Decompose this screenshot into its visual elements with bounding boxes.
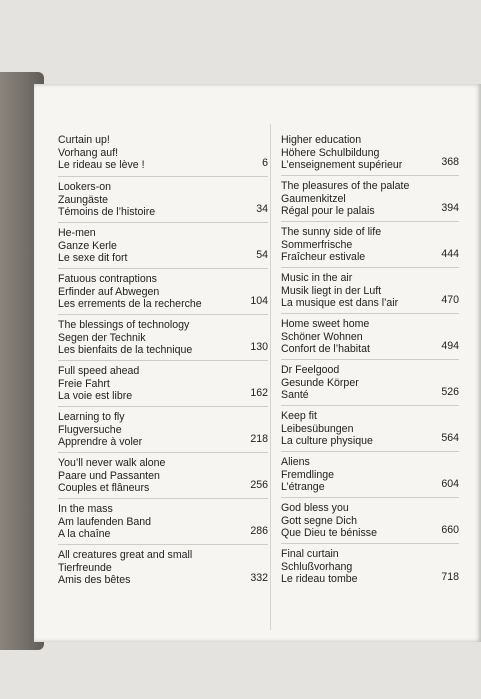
- title-english: The pleasures of the palate: [281, 180, 410, 192]
- title-english: Lookers-on: [58, 181, 111, 193]
- title-german: Freie Fahrt: [58, 377, 110, 390]
- title-english: Aliens: [281, 456, 310, 468]
- title-french: Les bienfaits de la technique: [58, 344, 193, 356]
- title-english: Fatuous contraptions: [58, 273, 157, 285]
- title-german: Leibesübungen: [281, 422, 354, 435]
- title-french: Santé: [281, 389, 309, 401]
- toc-entry: [58, 407, 268, 453]
- toc-entry: [281, 498, 459, 544]
- title-german: Schlußvorhang: [281, 560, 353, 573]
- toc-entry: [58, 499, 268, 545]
- title-french: Que Dieu te bénisse: [281, 527, 377, 539]
- table-of-contents-page: [34, 84, 481, 642]
- title-german: Erfinder auf Abwegen: [58, 285, 160, 298]
- page-number: 130: [250, 341, 268, 353]
- title-english: Full speed ahead: [58, 365, 140, 377]
- title-french: Régal pour le palais: [281, 205, 375, 217]
- title-german: Tierfreunde: [58, 561, 112, 574]
- toc-entry: [281, 130, 459, 176]
- title-german: Höhere Schulbildung: [281, 146, 380, 159]
- title-german: Segen der Technik: [58, 331, 146, 344]
- page-number: 564: [441, 432, 459, 444]
- title-french: Couples et flâneurs: [58, 482, 150, 494]
- page-number: 286: [250, 525, 268, 537]
- title-german: Fremdlinge: [281, 468, 334, 481]
- title-french: Le rideau se lève !: [58, 159, 145, 171]
- title-german: Musik liegt in der Luft: [281, 284, 382, 297]
- title-english: In the mass: [58, 503, 113, 515]
- page-number: 6: [262, 157, 268, 169]
- page-number: 104: [250, 295, 268, 307]
- toc-entry: [281, 222, 459, 268]
- title-french: Le sexe dit fort: [58, 252, 128, 264]
- page-number: 368: [441, 156, 459, 168]
- title-french: Les errements de la recherche: [58, 298, 202, 310]
- title-french: La culture physique: [281, 435, 373, 447]
- title-french: Amis des bêtes: [58, 574, 131, 586]
- title-german: Sommerfrische: [281, 238, 353, 251]
- toc-entry: [281, 360, 459, 406]
- title-french: Apprendre à voler: [58, 436, 143, 448]
- title-english: The blessings of technology: [58, 319, 190, 331]
- page-number: 332: [250, 572, 268, 584]
- page-number: 394: [441, 202, 459, 214]
- title-english: All creatures great and small: [58, 549, 193, 561]
- title-german: Gesunde Körper: [281, 376, 359, 389]
- title-english: Final curtain: [281, 548, 339, 560]
- toc-entry: [281, 452, 459, 498]
- toc-column-right: [281, 130, 459, 590]
- page-number: 34: [256, 203, 268, 215]
- title-english: Learning to fly: [58, 411, 125, 423]
- page-number: 660: [441, 524, 459, 536]
- toc-entry: [58, 130, 268, 177]
- page-number: 470: [441, 294, 459, 306]
- toc-entry: [58, 453, 268, 499]
- page-number: 162: [250, 387, 268, 399]
- title-german: Flugversuche: [58, 423, 122, 436]
- toc-entry: [58, 223, 268, 269]
- toc-entry: [281, 314, 459, 360]
- title-english: The sunny side of life: [281, 226, 382, 238]
- toc-entry: [58, 545, 268, 591]
- title-english: You’ll never walk alone: [58, 457, 166, 469]
- toc-entry: [58, 269, 268, 315]
- toc-entry: [281, 544, 459, 590]
- toc-entry: [281, 268, 459, 314]
- title-german: Am laufenden Band: [58, 515, 152, 528]
- page-number: 54: [256, 249, 268, 261]
- title-german: Vorhang auf!: [58, 146, 119, 159]
- title-french: L’enseignement supérieur: [281, 159, 403, 171]
- page-number: 526: [441, 386, 459, 398]
- title-french: A la chaîne: [58, 528, 111, 540]
- title-german: Ganze Kerle: [58, 239, 117, 252]
- toc-column-left: [58, 130, 268, 591]
- title-german: Schöner Wohnen: [281, 330, 363, 343]
- title-english: Dr Feelgood: [281, 364, 340, 376]
- title-french: Le rideau tombe: [281, 573, 358, 585]
- title-english: He-men: [58, 227, 96, 239]
- title-german: Paare und Passanten: [58, 469, 160, 482]
- title-english: God bless you: [281, 502, 349, 514]
- toc-entry: [281, 176, 459, 222]
- title-german: Gaumenkitzel: [281, 192, 346, 205]
- title-english: Higher education: [281, 134, 362, 146]
- page-number: 444: [441, 248, 459, 260]
- toc-entry: [58, 177, 268, 223]
- page-number: 494: [441, 340, 459, 352]
- page-number: 218: [250, 433, 268, 445]
- toc-entry: [281, 406, 459, 452]
- title-english: Home sweet home: [281, 318, 370, 330]
- title-english: Curtain up!: [58, 134, 110, 146]
- title-french: Fraîcheur estivale: [281, 251, 366, 263]
- title-french: L’étrange: [281, 481, 325, 493]
- page-number: 604: [441, 478, 459, 490]
- title-french: Témoins de l’histoire: [58, 206, 156, 218]
- title-french: La musique est dans l’air: [281, 297, 399, 309]
- toc-entry: [58, 361, 268, 407]
- page-number: 718: [441, 571, 459, 583]
- title-german: Zaungäste: [58, 193, 109, 206]
- column-divider: [270, 124, 271, 630]
- title-english: Keep fit: [281, 410, 317, 422]
- page-number: 256: [250, 479, 268, 491]
- title-french: Confort de l’habitat: [281, 343, 370, 355]
- title-french: La voie est libre: [58, 390, 133, 402]
- toc-entry: [58, 315, 268, 361]
- title-german: Gott segne Dich: [281, 514, 357, 527]
- title-english: Music in the air: [281, 272, 353, 284]
